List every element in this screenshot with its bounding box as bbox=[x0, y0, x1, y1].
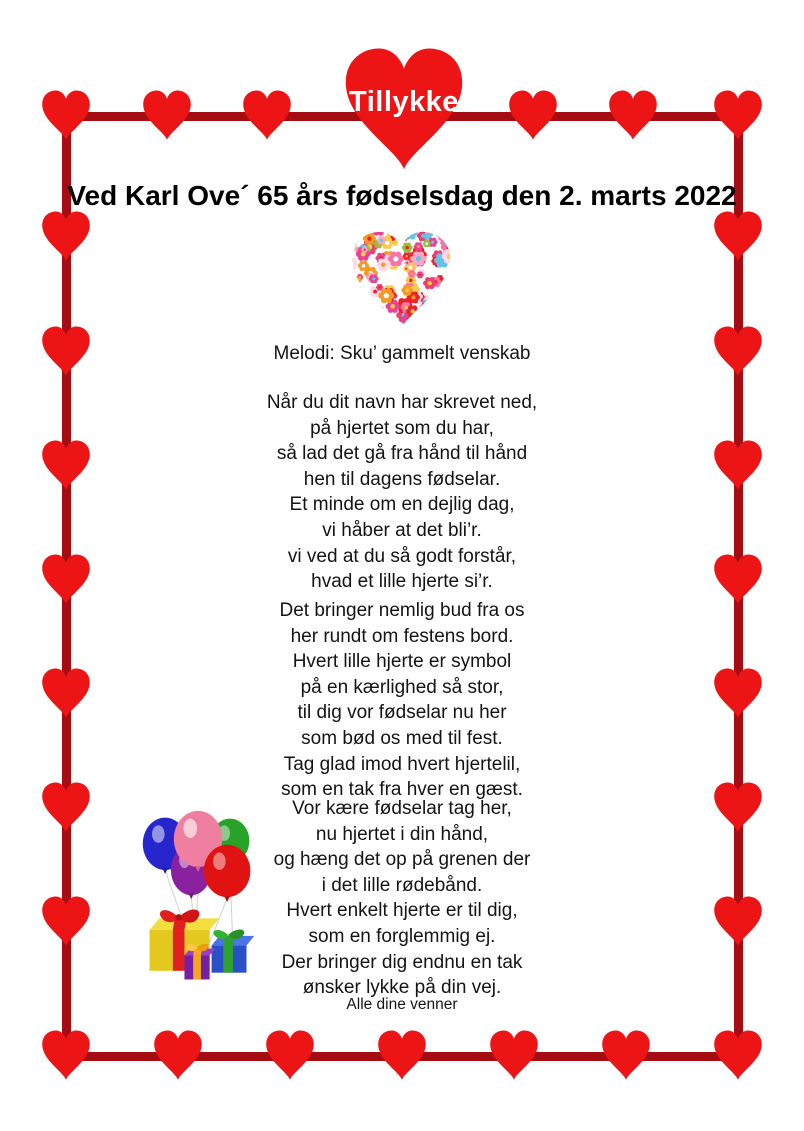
greeting-text: Tillykke bbox=[349, 86, 459, 118]
verse-line: ønsker lykke på din vej. bbox=[302, 977, 502, 999]
heart-icon bbox=[238, 84, 296, 148]
verse-line: og hæng det op på grenen der bbox=[273, 849, 531, 871]
balloon-bunch bbox=[143, 811, 251, 902]
heart-icon bbox=[37, 84, 95, 148]
heart-icon bbox=[709, 84, 767, 148]
verse-line: Hvert enkelt hjerte er til dig, bbox=[286, 900, 518, 922]
heart-icon bbox=[485, 1024, 543, 1088]
balloons-gifts-image bbox=[136, 806, 262, 994]
heart-icon bbox=[138, 84, 196, 148]
verse-line: som en forglemmig ej. bbox=[308, 925, 496, 947]
verse-line: på en kærlighed så stor, bbox=[300, 676, 504, 698]
verse-line: til dig vor fødselar nu her bbox=[297, 702, 507, 724]
verse-line: hvad et lille hjerte si’r. bbox=[311, 571, 493, 593]
verse-2 bbox=[0, 598, 804, 803]
verse-line: hen til dagens fødselar. bbox=[303, 468, 501, 490]
heart-icon bbox=[37, 1024, 95, 1088]
heart-icon bbox=[37, 205, 95, 269]
verse-line: Når du dit navn har skrevet ned, bbox=[266, 392, 538, 413]
verse-line: vi ved at du så godt forstår, bbox=[287, 545, 517, 567]
heart-icon bbox=[261, 1024, 319, 1088]
heart-icon bbox=[709, 1024, 767, 1088]
heart-icon bbox=[709, 205, 767, 269]
verse-line: så lad det gå fra hånd til hånd bbox=[276, 443, 528, 465]
verse-line: Et minde om en dejlig dag, bbox=[289, 494, 515, 516]
verse-line: som bød os med til fest. bbox=[301, 727, 503, 749]
heart-icon bbox=[597, 1024, 655, 1088]
verse-3 bbox=[0, 796, 804, 1001]
verse-line: Der bringer dig endnu en tak bbox=[281, 951, 523, 973]
flower-cluster bbox=[341, 225, 461, 333]
heart-icon bbox=[149, 1024, 207, 1088]
verse-line: Det bringer nemlig bud fra os bbox=[279, 600, 525, 621]
verse-line: i det lille rødebånd. bbox=[321, 874, 483, 896]
verse-line: som en tak fra hver en gæst. bbox=[281, 779, 523, 801]
verse-line: Vor kære fødselar tag her, bbox=[292, 798, 512, 819]
floral-heart-image bbox=[341, 225, 461, 333]
verse-1 bbox=[0, 390, 804, 595]
verse-line: Tag glad imod hvert hjertelil, bbox=[283, 753, 521, 775]
page-title: Ved Karl Ove´ 65 års fødselsdag den 2. marts 2022 bbox=[67, 180, 737, 211]
tillykke-heart bbox=[329, 40, 479, 182]
heart-icon bbox=[504, 84, 562, 148]
melody-line: Melodi: Sku’ gammelt venskab bbox=[273, 343, 531, 364]
gift-boxes bbox=[150, 910, 255, 980]
verse-line: her rundt om festens bord. bbox=[290, 625, 514, 647]
heart-icon bbox=[604, 84, 662, 148]
verse-line: vi håber at det bli’r. bbox=[322, 519, 482, 541]
signature-line: Alle dine venner bbox=[346, 996, 458, 1013]
verse-line: Hvert lille hjerte er symbol bbox=[292, 651, 512, 673]
heart-icon bbox=[373, 1024, 431, 1088]
verse-line: nu hjertet i din hånd, bbox=[315, 823, 489, 845]
verse-line: på hjertet som du har, bbox=[310, 417, 494, 439]
